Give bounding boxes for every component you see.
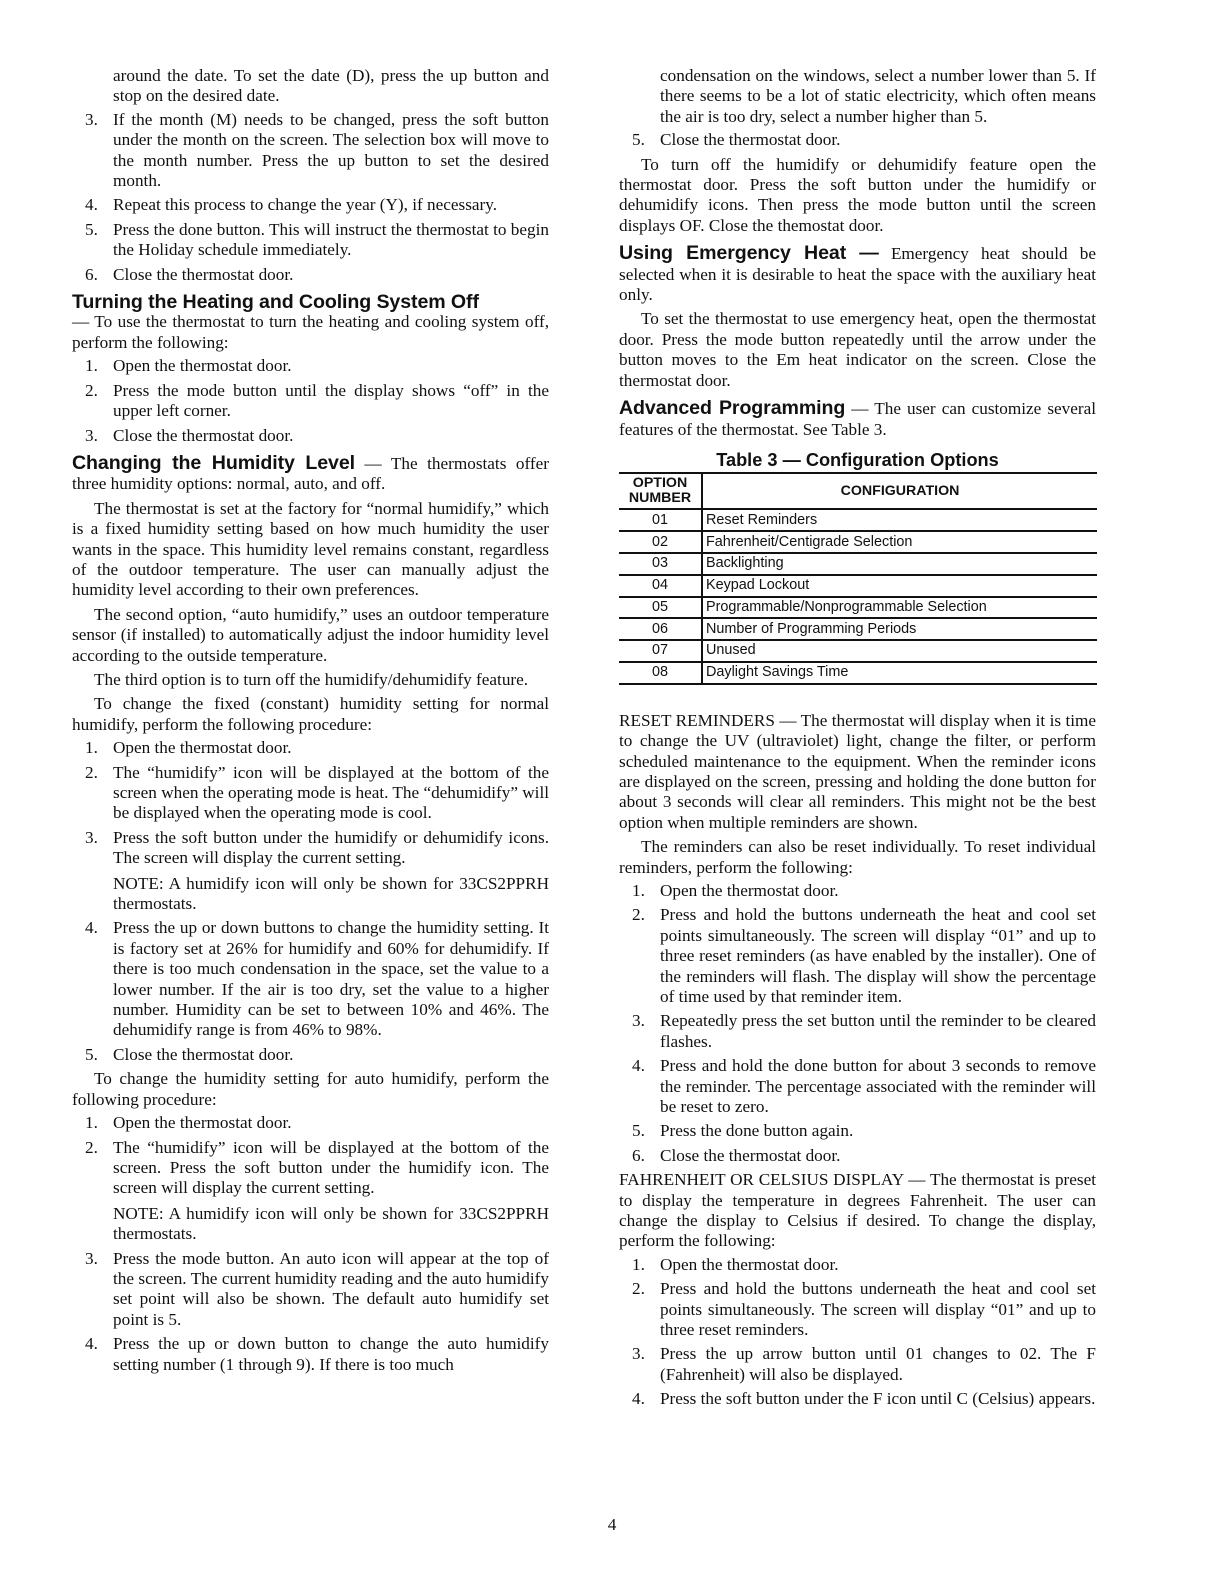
list-item: 2. Press and hold the buttons underneath the heat and cool set points simultaneously. The screen will display “01” and up to three reset reminders. bbox=[632, 1279, 1096, 1340]
advanced-programming-intro: — The user can customize several features of the thermostat. See Table 3. bbox=[619, 399, 1097, 439]
system-off-intro: — To use the thermostat to turn the heating and cooling system off, perform the following: bbox=[72, 312, 549, 352]
auto-humidify-steps bbox=[72, 1113, 549, 1375]
paragraph: To change the humidity setting for auto humidify, perform the following procedure: bbox=[72, 1069, 549, 1109]
list-item: 2. Press and hold the buttons underneath the heat and cool set points simultaneously. The screen will display “01” and up to three reset reminders (as have enabled by the installer). One of the reminders will flash. The display will show the percentage of time used by that reminder item. bbox=[632, 905, 1096, 1006]
left-column bbox=[72, 66, 549, 1379]
table-row: 06 Number of Programming Periods bbox=[619, 618, 1097, 640]
list-item: 3. Press the soft button under the humidify or dehumidify icons. The screen will display the current setting. NOTE: A humidify icon will only be shown for 33CS2PPRH thermostats. bbox=[85, 827, 549, 914]
table-row: 08 Daylight Savings Time bbox=[619, 662, 1097, 684]
emergency-heat-heading: Using Emergency Heat — bbox=[619, 242, 879, 265]
list-item: 4. Press and hold the done button for about 3 seconds to remove the reminder. The percentage associated with the reminder will be reset to zero. bbox=[632, 1056, 1096, 1116]
list-item: 3. If the month (M) needs to be changed, press the soft button under the month on the screen. The selection box will move to the month number. Press the up button to set the desired month. bbox=[85, 109, 549, 191]
list-item: 3. Press the mode button. An auto icon will appear at the top of the screen. The current humidity reading and the auto humidify set point will also be shown. The default auto humidify set point is 5. bbox=[85, 1248, 549, 1329]
humidity-intro: — The thermostats offer three humidity options: normal, auto, and off. bbox=[72, 453, 549, 494]
list-item: 6. Close the thermostat door. bbox=[85, 264, 294, 284]
list-item: 4. Press the soft button under the F icon until C (Celsius) appears. bbox=[632, 1389, 1096, 1409]
list-item: 1. Open the thermostat door. bbox=[85, 1113, 292, 1133]
list-item: 3. Close the thermostat door. bbox=[85, 425, 294, 445]
paragraph: To change the fixed (constant) humidity setting for normal humidify, perform the following procedure: bbox=[72, 694, 549, 734]
list-item: 5. Press the done button again. bbox=[632, 1121, 854, 1141]
option-number-header: OPTION NUMBER bbox=[619, 473, 702, 509]
list-item: 2. Press the mode button until the display shows “off” in the upper left corner. bbox=[85, 380, 549, 421]
system-off-heading: Turning the Heating and Cooling System Off bbox=[72, 291, 479, 314]
table-row: 02 Fahrenheit/Centigrade Selection bbox=[619, 531, 1097, 553]
fahrenheit-section bbox=[619, 1170, 1096, 1252]
table-row: 07 Unused bbox=[619, 640, 1097, 662]
system-off-steps bbox=[72, 356, 549, 446]
advanced-programming-section bbox=[619, 398, 1096, 440]
fahrenheit-heading: FAHRENHEIT OR CELSIUS DISPLAY bbox=[619, 1170, 904, 1190]
table-row: 03 Backlighting bbox=[619, 553, 1097, 575]
auto-humidify-continued-text: condensation on the windows, select a number lower than 5. If there seems to be a lot of static electricity, which often means the air is too dry, select a number higher than 5. bbox=[660, 66, 1096, 126]
list-item: 1. Open the thermostat door. bbox=[632, 880, 839, 900]
emergency-heat-section bbox=[619, 243, 1096, 305]
emergency-heat-intro: Emergency heat should be selected when it is desirable to heat the space with the auxiliary heat only. bbox=[619, 244, 1096, 305]
list-item: 1. Open the thermostat door. bbox=[85, 738, 292, 758]
list-item: 5. Close the thermostat door. bbox=[85, 1044, 294, 1064]
list-item: 5. Close the thermostat door. bbox=[632, 130, 841, 150]
right-column bbox=[619, 66, 1096, 1414]
reset-reminders-section bbox=[619, 711, 1096, 833]
configuration-table bbox=[619, 472, 1097, 684]
auto-humidify-steps-continued bbox=[619, 130, 1096, 150]
system-off-section bbox=[72, 292, 549, 353]
list-item: 6. Close the thermostat door. bbox=[632, 1145, 841, 1165]
list-item: 4. Repeat this process to change the year (Y), if necessary. bbox=[85, 195, 498, 215]
paragraph: The second option, “auto humidify,” uses an outdoor temperature sensor (if installed) to automatically adjust the indoor humidity level according to the outside temperature. bbox=[72, 604, 549, 665]
paragraph: The reminders can also be reset individually. To reset individual reminders, perform the following: bbox=[619, 837, 1096, 877]
page-number: 4 bbox=[607, 1515, 617, 1534]
configuration-header: CONFIGURATION bbox=[702, 473, 1097, 509]
reset-reminders-intro: — The thermostat will display when it is time to change the UV (ultraviolet) light, change the filter, or perform scheduled maintenance to the equipment. When the reminder icons are displayed on the screen, pressing and holding the done button for about 3 seconds will clear all reminders. This might not be the best option when multiple reminders are shown. bbox=[619, 710, 1096, 832]
table-row: 01 Reset Reminders bbox=[619, 509, 1097, 531]
humidity-heading: Changing the Humidity Level bbox=[72, 451, 355, 474]
paragraph: To set the thermostat to use emergency heat, open the thermostat door. Press the mode button repeatedly until the arrow under the button moves to the Em heat indicator on the screen. Close the thermostat door. bbox=[619, 309, 1096, 390]
table-header-row bbox=[619, 473, 1097, 509]
list-item: 2. The “humidify” icon will be displayed at the bottom of the screen when the operating mode is heat. The “dehumidify” will be displayed when the operating mode is cool. bbox=[85, 762, 549, 823]
list-item: 1. Open the thermostat door. bbox=[632, 1254, 839, 1274]
list-item: 1. Open the thermostat door. bbox=[85, 356, 292, 376]
reset-reminders-heading: RESET REMINDERS bbox=[619, 710, 775, 730]
holiday-steps bbox=[72, 110, 549, 285]
list-item: 2. The “humidify” icon will be displayed at the bottom of the screen. Press the soft button under the humidify icon. The screen will display the current setting. NOTE: A humidify icon will only be shown for 33CS2PPRH thermostats. bbox=[85, 1137, 549, 1244]
paragraph: To turn off the humidify or dehumidify feature open the thermostat door. Press the soft button under the humidify or dehumidify icons. Then press the mode button until the screen displays OF. Close the themostat door. bbox=[619, 154, 1096, 235]
table-title: Table 3 — Configuration Options bbox=[716, 449, 999, 470]
note: NOTE: A humidify icon will only be shown for 33CS2PPRH thermostats. bbox=[113, 1203, 549, 1244]
table-row: 05 Programmable/Nonprogrammable Selection bbox=[619, 597, 1097, 619]
table-row: 04 Keypad Lockout bbox=[619, 575, 1097, 597]
reset-reminders-steps bbox=[619, 881, 1096, 1166]
advanced-programming-heading: Advanced Programming bbox=[619, 397, 846, 420]
paragraph: The third option is to turn off the humidify/dehumidify feature. bbox=[94, 669, 529, 689]
paragraph: The thermostat is set at the factory for “normal humidify,” which is a fixed humidity setting based on how much humidity the user wants in the space. This humidity level remains constant, regardless of the outdoor temperature. The user can manually adjust the humidity level according to their own preferences. bbox=[72, 498, 549, 600]
normal-humidify-steps bbox=[72, 738, 549, 1065]
list-item: 4. Press the up or down button to change the auto humidify setting number (1 through 9). If there is too much bbox=[85, 1334, 549, 1374]
list-item: 3. Press the up arrow button until 01 changes to 02. The F (Fahrenheit) will also be displayed. bbox=[632, 1344, 1096, 1384]
fahrenheit-intro: — The thermostat is preset to display the temperature in degrees Fahrenheit. The user can change the display to Celsius if desired. To change the display, perform the following: bbox=[619, 1170, 1096, 1251]
note: NOTE: A humidify icon will only be shown for 33CS2PPRH thermostats. bbox=[113, 873, 549, 914]
holiday-continued-text: around the date. To set the date (D), press the up button and stop on the desired date. bbox=[113, 66, 549, 106]
fahrenheit-steps bbox=[619, 1255, 1096, 1410]
humidity-section bbox=[72, 453, 549, 495]
list-item: 3. Repeatedly press the set button until the reminder to be cleared flashes. bbox=[632, 1011, 1096, 1051]
list-item: 4. Press the up or down buttons to change the humidity setting. It is factory set at 26% for humidify and 60% for dehumidify. If there is too much condensation in the space, set the value to a lower number. If the air is too dry, set the value to a higher number. Humidity can be set to between 10% and 46%. The dehumidify range is from 46% to 98%. bbox=[85, 918, 549, 1040]
list-item: 5. Press the done button. This will instruct the thermostat to begin the Holiday schedule immediately. bbox=[85, 219, 549, 260]
